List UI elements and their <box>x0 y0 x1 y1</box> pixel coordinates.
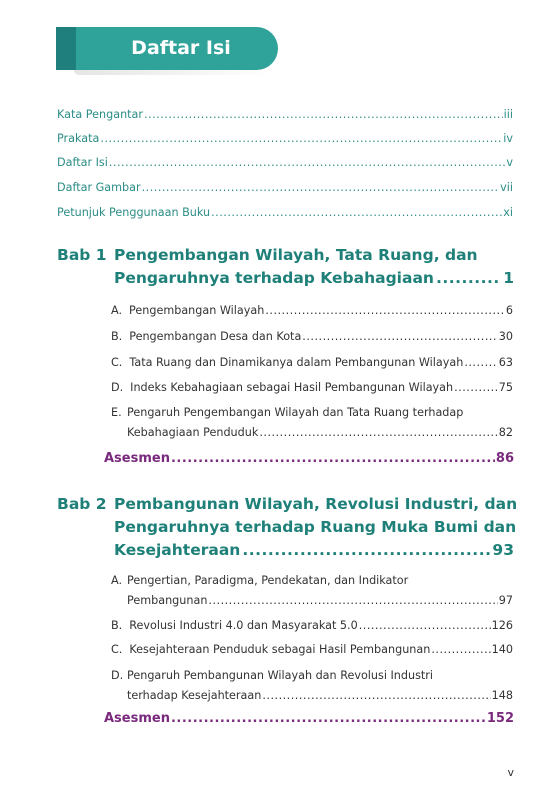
chapter-page: 93 <box>492 541 514 559</box>
chapter-1-heading[interactable] <box>57 244 517 292</box>
header-banner <box>56 27 278 70</box>
toc-entry-kata-pengantar[interactable] <box>57 108 513 121</box>
banner-shadow <box>74 70 274 75</box>
section-label-continued <box>111 591 513 611</box>
toc-entry-petunjuk[interactable] <box>57 206 513 219</box>
leader-dots <box>144 108 503 121</box>
section-letter: D. <box>111 381 124 394</box>
chapter-title <box>114 244 514 290</box>
section-letter: C. <box>111 356 123 369</box>
section-label: Pengembangan Desa dan Kota <box>129 330 302 343</box>
asesmen-page: 86 <box>495 451 514 466</box>
toc-label: Prakata <box>57 132 100 145</box>
section-label: Pengaruh Pembangunan Wilayah dan Revolusi Industri <box>127 669 434 682</box>
section-label: Pengertian, Paradigma, Pendekatan, dan Indikator <box>127 574 409 587</box>
leader-dots <box>171 711 486 726</box>
chapter-number: Bab 2 <box>57 495 107 513</box>
toc-section-2c[interactable] <box>111 643 513 656</box>
section-letter: B. <box>111 619 123 632</box>
section-label: Pengembangan Wilayah <box>129 304 265 317</box>
leader-dots <box>171 451 495 466</box>
section-label-continued <box>111 686 513 706</box>
toc-page: iv <box>503 132 513 145</box>
section-page: 82 <box>498 426 513 439</box>
chapter-number: Bab 1 <box>57 246 107 264</box>
toc-page: xi <box>503 206 513 219</box>
chapter-title-line-last <box>114 267 514 290</box>
toc-section-1c[interactable] <box>111 356 513 369</box>
section-label: Kebahagiaan Penduduk <box>127 426 259 439</box>
toc-label: Petunjuk Penggunaan Buku <box>57 206 211 219</box>
chapter-title-line-last <box>114 539 514 562</box>
leader-dots <box>464 356 497 369</box>
section-letter: B. <box>111 330 123 343</box>
toc-page: v <box>506 156 513 169</box>
toc-section-1e[interactable] <box>111 403 513 443</box>
section-page: 126 <box>491 619 513 632</box>
toc-entry-prakata[interactable] <box>57 132 513 145</box>
page-number: v <box>507 766 514 779</box>
toc-asesmen-1[interactable] <box>104 451 514 466</box>
section-label: Revolusi Industri 4.0 dan Masyarakat 5.0 <box>129 619 358 632</box>
section-page: 97 <box>498 594 513 607</box>
chapter-2-heading[interactable] <box>57 493 517 563</box>
section-page: 63 <box>498 356 513 369</box>
toc-label: Daftar Isi <box>57 156 108 169</box>
leader-dots <box>302 330 497 343</box>
section-page: 75 <box>498 381 513 394</box>
toc-section-1a[interactable] <box>111 304 513 317</box>
leader-dots <box>359 619 491 632</box>
leader-dots <box>436 267 501 290</box>
toc-label: Kata Pengantar <box>57 108 144 121</box>
chapter-title-line: Pembangunan Wilayah, Revolusi Industri, dan <box>114 495 518 513</box>
section-letter: A. <box>111 574 123 587</box>
page-title: Daftar Isi <box>131 37 231 59</box>
chapter-title-line: Pengaruhnya terhadap Ruang Muka Bumi dan <box>114 518 517 536</box>
asesmen-page: 152 <box>486 711 514 726</box>
chapter-title-line: Pengaruhnya terhadap Kebahagiaan <box>114 269 434 287</box>
leader-dots <box>454 381 498 394</box>
asesmen-label: Asesmen <box>104 451 170 466</box>
toc-asesmen-2[interactable] <box>104 711 514 726</box>
toc-entry-daftar-isi[interactable] <box>57 156 513 169</box>
section-label: Tata Ruang dan Dinamikanya dalam Pembangunan Wilayah <box>129 356 464 369</box>
section-letter: E. <box>111 406 122 419</box>
chapter-title-line: Kesejahteraan <box>114 541 241 559</box>
section-label: Pembangunan <box>127 594 208 607</box>
section-page: 6 <box>505 304 513 317</box>
leader-dots <box>262 686 490 706</box>
section-page: 140 <box>491 643 513 656</box>
toc-section-1d[interactable] <box>111 381 513 394</box>
toc-section-2b[interactable] <box>111 619 513 632</box>
leader-dots <box>211 206 502 219</box>
section-label-continued <box>111 423 513 443</box>
chapter-page: 1 <box>503 269 514 287</box>
toc-page: iii <box>503 108 513 121</box>
chapter-title-line: Pengembangan Wilayah, Tata Ruang, dan <box>114 246 478 264</box>
leader-dots <box>265 304 505 317</box>
section-page: 148 <box>491 689 513 702</box>
section-label: Kesejahteraan Penduduk sebagai Hasil Pembangunan <box>129 643 431 656</box>
toc-section-2d[interactable] <box>111 666 513 706</box>
leader-dots <box>208 591 497 611</box>
section-label: Pengaruh Pengembangan Wilayah dan Tata Ruang terhadap <box>127 406 464 419</box>
leader-dots <box>109 156 506 169</box>
chapter-title <box>114 493 518 562</box>
section-letter: A. <box>111 304 123 317</box>
section-page: 30 <box>498 330 513 343</box>
toc-entry-daftar-gambar[interactable] <box>57 181 513 194</box>
toc-label: Daftar Gambar <box>57 181 141 194</box>
leader-dots <box>431 643 490 656</box>
leader-dots <box>242 539 490 562</box>
leader-dots <box>100 132 502 145</box>
leader-dots <box>142 181 500 194</box>
toc-section-1b[interactable] <box>111 330 513 343</box>
toc-section-2a[interactable] <box>111 571 513 611</box>
leader-dots <box>259 423 497 443</box>
section-letter: C. <box>111 643 123 656</box>
section-label: terhadap Kesejahteraan <box>127 689 262 702</box>
section-letter: D. <box>111 669 124 682</box>
toc-page: vii <box>500 181 513 194</box>
asesmen-label: Asesmen <box>104 711 170 726</box>
section-label: Indeks Kebahagiaan sebagai Hasil Pembangunan Wilayah <box>130 381 454 394</box>
